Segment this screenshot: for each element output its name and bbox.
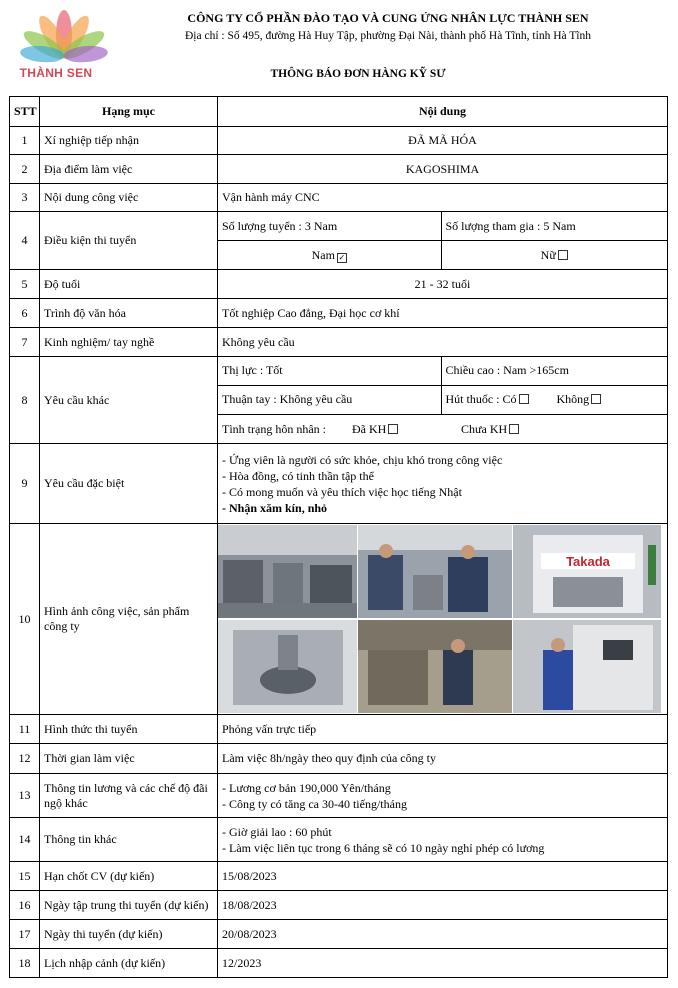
special-requirement-3: - Có mong muốn và yêu thích việc học tiếng Nhật [222, 484, 462, 499]
row-value: 12/2023 [218, 949, 668, 978]
table-header-row [10, 97, 668, 127]
recruit-count: Số lượng tuyển : 3 Nam [222, 218, 338, 233]
row-label: Trình độ văn hóa [40, 299, 218, 328]
row-label: Ngày thi tuyển (dự kiến) [40, 920, 218, 949]
row-label: Kinh nghiệm/ tay nghề [40, 328, 218, 357]
checkbox-icon: ✓ [338, 252, 346, 262]
row-number: 9 [10, 444, 40, 524]
machine-brand: Takada [566, 554, 610, 569]
table-row [10, 524, 668, 715]
order-table [9, 96, 668, 978]
row-label: Lịch nhập cảnh (dự kiến) [40, 949, 218, 978]
table-row [10, 299, 668, 328]
machine-operator-photo [513, 620, 661, 713]
gender-female: Nữ [441, 241, 667, 270]
header-item: Hạng mục [40, 97, 218, 127]
workers-photo [358, 525, 512, 618]
header-content: Nội dung [218, 97, 668, 127]
workshop-photo [218, 525, 357, 618]
row-label: Độ tuổi [40, 270, 218, 299]
row-label: Địa điểm làm việc [40, 155, 218, 184]
checkbox-icon [558, 250, 568, 260]
table-row [10, 357, 668, 444]
lotus-logo-icon [10, 6, 118, 72]
row-number: 14 [10, 818, 40, 862]
row-label: Ngày tập trung thi tuyển (dự kiến) [40, 891, 218, 920]
salary-line-1: - Lương cơ bản 190,000 Yên/tháng [222, 780, 391, 795]
row-value: 20/08/2023 [218, 920, 668, 949]
machine-interior-photo [218, 620, 357, 713]
row-value [218, 774, 668, 818]
row-number: 4 [10, 212, 40, 270]
salary-line-2: - Công ty có tăng ca 30-40 tiếng/tháng [222, 796, 407, 811]
table-row [10, 270, 668, 299]
row-value [218, 444, 668, 524]
table-row [10, 862, 668, 891]
row-number: 7 [10, 328, 40, 357]
smoking-requirement: Hút thuốc : Có Không [441, 385, 667, 414]
checkbox-icon [591, 394, 601, 404]
checkbox-icon [388, 424, 398, 434]
table-row [10, 127, 668, 155]
row-value: Không yêu cầu [218, 328, 668, 357]
other-info-line-2: - Làm việc liên tục trong 6 tháng sẽ có 10 ngày nghỉ phép có lương [222, 840, 545, 855]
checkbox-icon [509, 424, 519, 434]
table-row [10, 891, 668, 920]
row-number: 17 [10, 920, 40, 949]
marital-single: Chưa KH [441, 415, 667, 443]
row-label: Điều kiện thi tuyển [40, 212, 218, 270]
row-value [218, 524, 668, 715]
row-number: 10 [10, 524, 40, 715]
row-label: Xí nghiệp tiếp nhận [40, 127, 218, 155]
row-value: Làm việc 8h/ngày theo quy định của công ty [218, 744, 668, 774]
row-number: 5 [10, 270, 40, 299]
row-label: Yêu cầu đặc biệt [40, 444, 218, 524]
row-value: 15/08/2023 [218, 862, 668, 891]
table-row [10, 774, 668, 818]
gender-male: Nam ✓ [218, 241, 441, 270]
row-number: 13 [10, 774, 40, 818]
row-label: Hình thức thi tuyển [40, 715, 218, 744]
table-row [10, 212, 668, 270]
vision-requirement: Thị lực : Tốt [222, 363, 283, 378]
row-label: Thông tin lương và các chế độ đãi ngộ khác [40, 774, 218, 818]
table-row [10, 949, 668, 978]
row-value [218, 212, 668, 270]
table-row [10, 155, 668, 184]
row-label: Yêu cầu khác [40, 357, 218, 444]
logo-wordmark: THÀNH SEN [19, 66, 93, 80]
special-requirement-2: - Hòa đồng, có tinh thần tập thể [222, 468, 374, 483]
operator-photo [358, 620, 512, 713]
row-value: 21 - 32 tuổi [218, 270, 668, 299]
marital-status: Tình trạng hôn nhân : Đã KH [218, 415, 441, 443]
handedness-requirement: Thuận tay : Không yêu cầu [218, 385, 441, 414]
row-number: 2 [10, 155, 40, 184]
row-value [218, 818, 668, 862]
row-value: KAGOSHIMA [218, 155, 668, 184]
row-number: 18 [10, 949, 40, 978]
photo-gallery [218, 525, 667, 713]
cnc-machine-photo [513, 525, 661, 618]
table-row [10, 328, 668, 357]
row-number: 3 [10, 184, 40, 212]
row-value: Vận hành máy CNC [218, 184, 668, 212]
row-label: Thời gian làm việc [40, 744, 218, 774]
row-label: Nội dung công việc [40, 184, 218, 212]
special-requirement-1: - Ứng viên là người có sức khỏe, chịu khó trong công việc [222, 452, 503, 467]
row-value: Tốt nghiệp Cao đẳng, Đại học cơ khí [218, 299, 668, 328]
row-number: 6 [10, 299, 40, 328]
row-value [218, 357, 668, 444]
height-requirement: Chiều cao : Nam >165cm [441, 357, 667, 385]
row-number: 16 [10, 891, 40, 920]
row-number: 11 [10, 715, 40, 744]
row-number: 8 [10, 357, 40, 444]
company-address: Địa chỉ : Số 495, đường Hà Huy Tập, phường Đại Nài, thành phố Hà Tĩnh, tỉnh Hà Tĩnh [185, 30, 591, 42]
table-row [10, 715, 668, 744]
row-number: 1 [10, 127, 40, 155]
document-header [0, 0, 678, 92]
participant-count: Số lượng tham gia : 5 Nam [441, 212, 667, 241]
row-value: ĐÃ MÃ HÓA [218, 127, 668, 155]
table-row [10, 444, 668, 524]
row-number: 12 [10, 744, 40, 774]
checkbox-icon [519, 394, 529, 404]
row-label: Thông tin khác [40, 818, 218, 862]
table-row [10, 184, 668, 212]
row-number: 15 [10, 862, 40, 891]
row-label: Hình ảnh công việc, sản phẩm công ty [40, 524, 218, 715]
header-stt: STT [10, 97, 40, 127]
other-info-line-1: - Giờ giải lao : 60 phút [222, 824, 332, 839]
special-requirement-4: - Nhận xăm kín, nhỏ [222, 500, 328, 515]
table-row [10, 744, 668, 774]
row-value: 18/08/2023 [218, 891, 668, 920]
row-label: Hạn chốt CV (dự kiến) [40, 862, 218, 891]
table-row [10, 818, 668, 862]
company-name: CÔNG TY CỔ PHẦN ĐÀO TẠO VÀ CUNG ỨNG NHÂN LỰC THÀNH SEN [187, 11, 589, 25]
table-row [10, 920, 668, 949]
row-value: Phỏng vấn trực tiếp [218, 715, 668, 744]
document-title: THÔNG BÁO ĐƠN HÀNG KỸ SƯ [270, 68, 446, 80]
